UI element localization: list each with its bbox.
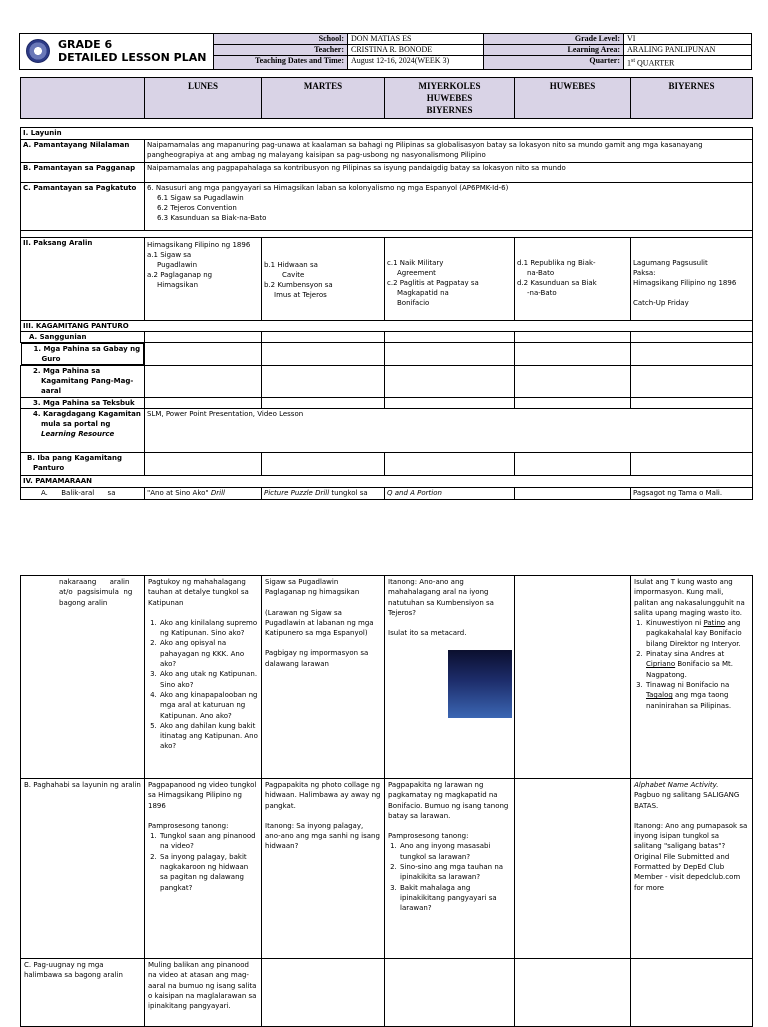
quarter-label: Quarter: (484, 56, 624, 70)
pamantayan-pagganap-label: B. Pamantayan sa Pagganap (21, 163, 145, 183)
pamantayang-nilalaman-label: A. Pamantayang Nilalaman (21, 140, 145, 163)
teacher-value: CRISTINA R. BONODE (348, 45, 484, 56)
learning-area-label: Learning Area: (484, 45, 624, 56)
pamantayang-nilalaman-text: Naipamamalas ang mapanuring pag-unawa at kaalaman sa bahagi ng Pilipinas sa globalisasyon batay sa lokasyon nito sa mundo gamit ang mga kasanayang pangheograpiya at ang ambag ng malayang kaisipan sa pag-usbong ng nasyonalismong Pilipino (145, 140, 753, 163)
learning-area-value: ARALING PANLIPUNAN (624, 45, 752, 56)
list-item: 3. Ako ang utak ng Katipunan. Sino ako? (159, 669, 258, 690)
days-blank-cell (21, 78, 145, 119)
karagdagang-label: 4. Karagdagang Kagamitan mula sa portal ng Learning Resource (21, 409, 145, 453)
lesson-plan-continuation (20, 575, 753, 1027)
header-table (19, 33, 752, 70)
gabay-guro-label: 1. Mga Pahina sa Gabay ng Guro (21, 343, 145, 365)
balik-martes: Picture Puzzle Drill tungkol sa (262, 488, 385, 500)
lesson-plan-table (20, 127, 753, 500)
paghahabi-martes: Pagpapakita ng photo collage ng hidwaan. Halimbawa ay away ng pangkat. Itanong: Sa inyong palagay, ano-ano ang mga sanhi ng isang hidwaan? (262, 779, 385, 959)
list-item: 1. Ako ang kinilalang supremo ng Katipunan. Sino ako? (159, 618, 258, 639)
header-brand (20, 34, 214, 70)
pag-uugnay-lunes: Muling balikan ang pinanood na video at atasan ang mag-aaral na bumuo ng isang salita o kaisipan na maglalarawan sa ipinakitang pangyayari. (145, 959, 262, 1027)
grade-level-value: VI (624, 34, 752, 45)
balik-aral-label-cont: nakaraang aralin at/o pagsisimula ng bagong aralin (21, 576, 145, 779)
day-martes: MARTES (262, 78, 385, 119)
list-item: 3. Bakit mahalaga ang ipinakikitang pangyayari sa larawan? (399, 883, 511, 914)
teacher-label: Teacher: (214, 45, 348, 56)
day-lunes: LUNES (145, 78, 262, 119)
paghahabi-label: B. Paghahabi sa layunin ng aralin (21, 779, 145, 959)
layunin-heading: I. Layunin (21, 128, 753, 140)
days-header (20, 77, 753, 119)
pag-uugnay-label: C. Pag-uugnay ng mga halimbawa sa bagong aralin (21, 959, 145, 1027)
balik-biyernes: Pagsagot ng Tama o Mali. (631, 488, 753, 500)
list-item: 1. Ano ang inyong masasabi tungkol sa larawan? (399, 841, 511, 862)
balik-lunes-cont: Pagtukoy ng mahahalagang tauhan at detalye tungkol sa Katipunan 1. Ako ang kinilalang supremo ng Katipunan. Sino ako? 2. Ako ang opisyal na pahayagan ng KKK. Ano ako? 3. Ako ang utak ng Katipunan. Sino ako? 4. Ako ang kinapapalooban ng mga aral at katuruan ng Katipunan. Ano ako? 5. Ako ang dahilan kung bakit itinatag ang Katipunan. Ano ako? (145, 576, 262, 779)
list-item: 1. Kinuwestiyon ni Patino ang pagkakahalal kay Bonifacio bilang Direktor ng Interyor. (645, 618, 749, 649)
balik-aral-label: A. Balik-aral sa (21, 488, 145, 500)
list-item: 2. Sino-sino ang mga tauhan na ipinakikita sa larawan? (399, 862, 511, 883)
pamantayan-pagganap-text: Naipamamalas ang pagpapahalaga sa kontribusyon ng Pilipinas sa isyung pandaigdig batay sa lokasyon nito sa mundo (145, 163, 753, 183)
balik-miyerkoles: Q and A Portion (385, 488, 515, 500)
paksang-aralin-label: II. Paksang Aralin (21, 238, 145, 321)
list-item: 2. Pinatay sina Andres at Cipriano Bonifacio sa Mt. Nagpatong. (645, 649, 749, 680)
balik-lunes: "Ano at Sino Ako" Drill (145, 488, 262, 500)
spacer-row (21, 231, 753, 238)
paksa-miyerkoles: c.1 Naik Military Agreement c.2 Paglitis at Pagpatay sa Magkapatid na Bonifacio (385, 238, 515, 321)
kagamitan-heading: III. KAGAMITANG PANTURO (21, 321, 753, 332)
pagkatuto-label: C. Pamantayan sa Pagkatuto (21, 183, 145, 231)
balik-martes-cont: Sigaw sa Pugadlawin Paglaganap ng himagsikan (Larawan ng Sigaw sa Pugadlawin at labanan ng mga Katipunero sa mga Espanyol) Pagbigay ng impormasyon sa dalawang larawan (262, 576, 385, 779)
grade-level-label: Grade Level: (484, 34, 624, 45)
teksbuk-label: 3. Mga Pahina sa Teksbuk (21, 398, 145, 409)
list-item: 2. Sa inyong palagay, bakit nagkakaroon ng hidwaan sa pagitan ng dalawang pangkat? (159, 852, 258, 893)
quarter-value: 1st QUARTER (624, 56, 752, 70)
day-huwebes: HUWEBES (515, 78, 631, 119)
paghahabi-miyerkoles: Pagpapakita ng larawan ng pagkamatay ng magkapatid na Bonifacio. Bumuo ng isang tanong batay sa larawan. Pamprosesong tanong: 1. Ano ang inyong masasabi tungkol sa larawan? 2. Sino-sino ang mga tauhan na ipinakikita sa larawan? 3. Bakit mahalaga ang ipinakikitang pangyayari sa larawan? (385, 779, 515, 959)
school-label: School: (214, 34, 348, 45)
pamamaraan-heading: IV. PAMAMARAAN (21, 476, 753, 488)
kagamitan-mag-aaral-label: 2. Mga Pahina sa Kagamitang Pang-Mag-aaral (21, 366, 145, 398)
deped-seal-icon (26, 39, 50, 63)
page-title: GRADE 6 DETAILED LESSON PLAN (58, 38, 207, 65)
balik-biyernes-cont: Isulat ang T kung wasto ang impormasyon. Kung mali, palitan ang nakasalungguhit na salita upang maging wasto ito. 1. Kinuwestiyon ni Patino ang pagkakahalal kay Bonifacio bilang Direktor ng Interyor. 2. Pinatay sina Andres at Cipriano Bonifacio sa Mt. Nagpatong. 3. Tinawag ni Bonifacio na Tagalog ang mga taong naninirahan sa Pilipinas. (631, 576, 753, 779)
list-item: 5. Ako ang dahilan kung bakit itinatag ang Katipunan. Ano ako? (159, 721, 258, 752)
metacard-image (448, 650, 512, 718)
iba-pang-label: B. Iba pang Kagamitang Panturo (21, 453, 145, 476)
sanggunian-label: A. Sanggunian (21, 332, 145, 343)
paksa-lunes: Himagsikang Filipino ng 1896 a.1 Sigaw sa Pugadlawin a.2 Paglaganap ng Himagsikan (145, 238, 262, 321)
dates-label: Teaching Dates and Time: (214, 56, 348, 70)
day-biyernes: BIYERNES (631, 78, 753, 119)
dates-value: August 12-16, 2024(WEEK 3) (348, 56, 484, 70)
paksa-biyernes: Lagumang Pagsusulit Paksa: Himagsikang Filipino ng 1896 Catch-Up Friday (631, 238, 753, 321)
list-item: 1. Tungkol saan ang pinanood na video? (159, 831, 258, 852)
paksa-martes: b.1 Hidwaan sa Cavite b.2 Kumbensyon sa Imus at Tejeros (262, 238, 385, 321)
paghahabi-lunes: Pagpapanood ng video tungkol sa Himagsikang Pilipino ng 1896 Pamprosesong tanong: 1. Tungkol saan ang pinanood na video? 2. Sa inyong palagay, bakit nagkakaroon ng hidwaan sa pagitan ng dalawang pangkat? (145, 779, 262, 959)
list-item: 3. Tinawag ni Bonifacio na Tagalog ang mga taong naninirahan sa Pilipinas. (645, 680, 749, 711)
paksa-huwebes: d.1 Republika ng Biak- na-Bato d.2 Kasunduan sa Biak -na-Bato (515, 238, 631, 321)
list-item: 2. Ako ang opisyal na pahayagan ng KKK. Ano ako? (159, 638, 258, 669)
school-value: DON MATIAS ES (348, 34, 484, 45)
paghahabi-biyernes: Alphabet Name Activity. Pagbuo ng salitang SALIGANG BATAS. Itanong: Ano ang pumapasok sa inyong isipan tungkol sa salitang "saligang batas"? Original File Submitted and Formatted by DepEd Club Member - visit depedclub.com for more (631, 779, 753, 959)
balik-miyerkoles-cont: Itanong: Ano-ano ang mahahalagang aral na iyong natutuhan sa Kumbensiyon sa Tejeros? Isulat ito sa metacard. (385, 576, 515, 779)
day-miyerkoles-block: MIYERKOLES HUWEBES BIYERNES (385, 78, 515, 119)
list-item: 4. Ako ang kinapapalooban ng mga aral at katuruan ng Katipunan. Ano ako? (159, 690, 258, 721)
pagkatuto-text: 6. Nasusuri ang mga pangyayari sa Himagsikan laban sa kolonyalismo ng mga Espanyol (AP6PMK-Id-6) 6.1 Sigaw sa Pugadlawin 6.2 Tejeros Convention 6.3 Kasunduan sa Biak-na-Bato (145, 183, 753, 231)
karagdagang-text: SLM, Power Point Presentation, Video Lesson (145, 409, 753, 453)
